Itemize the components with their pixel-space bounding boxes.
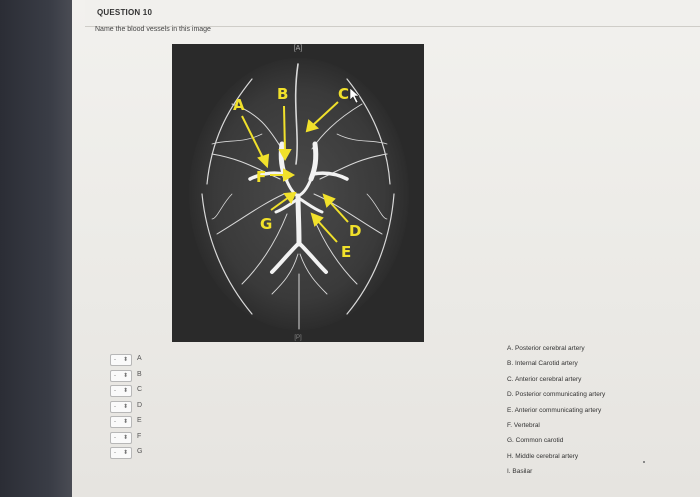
option-item: A. Posterior cerebral artery: [507, 345, 585, 352]
arrow-label-a: A: [233, 96, 245, 114]
option-item: D. Posterior communicating artery: [507, 391, 606, 399]
arrow-label-g: G: [260, 215, 273, 233]
question-header-bar: [85, 0, 700, 27]
answer-row: [110, 370, 170, 386]
answer-row: [110, 447, 170, 463]
arrow-label-c: C: [338, 85, 350, 103]
answer-letter: C: [137, 386, 143, 393]
stray-dot: [643, 461, 645, 463]
updown-arrows-icon: ⬍: [122, 357, 128, 363]
option-item: F. Vertebral: [507, 421, 540, 429]
arrow-label-f: F: [256, 168, 267, 186]
answer-select-c[interactable]: - ⬍: [110, 385, 132, 397]
answer-row: [110, 416, 170, 432]
option-item: G. Common carotid: [507, 437, 564, 445]
option-item: B. Internal Carotid artery: [507, 360, 578, 368]
option-item: C. Anterior cerebral artery: [507, 375, 582, 383]
answer-row: [110, 401, 170, 417]
brain-angiogram-image: [172, 44, 424, 342]
answer-select-g[interactable]: - ⬍: [110, 447, 132, 459]
question-title: QUESTION 10: [97, 8, 153, 17]
answer-options-list: [507, 345, 605, 484]
option-item: E. Anterior communicating artery: [507, 406, 602, 414]
angiogram-drawing: [172, 44, 424, 342]
arrow-label-d: D: [349, 222, 362, 240]
updown-arrows-icon: ⬍: [122, 388, 128, 394]
left-dark-edge: [0, 0, 72, 497]
answer-letter: D: [137, 401, 143, 409]
answer-row: [110, 385, 170, 401]
answer-select-e[interactable]: - ⬍: [110, 416, 132, 428]
answer-select-d[interactable]: - ⬍: [110, 401, 132, 413]
option-item: I. Basilar: [507, 468, 533, 476]
answer-row: [110, 432, 170, 448]
option-item: H. Middle cerebral artery: [507, 452, 579, 460]
updown-arrows-icon: ⬍: [122, 403, 128, 410]
updown-arrows-icon: ⬍: [122, 419, 128, 425]
arrow-label-e: E: [341, 243, 352, 261]
answer-select-b[interactable]: - ⬍: [110, 370, 132, 382]
question-prompt: Name the blood vessels in this image: [95, 26, 211, 33]
updown-arrows-icon: ⬍: [122, 434, 128, 441]
updown-arrows-icon: ⬍: [122, 372, 128, 379]
answer-letter: E: [137, 417, 142, 424]
answer-select-f[interactable]: - ⬍: [110, 432, 132, 444]
answer-select-a[interactable]: - ⬍: [110, 354, 132, 366]
answer-dropdown-list: [110, 354, 170, 463]
figure-anterior-label: [A]: [293, 45, 303, 52]
arrow-label-b: B: [277, 85, 289, 103]
figure-posterior-label: [P]: [294, 335, 302, 341]
answer-letter: F: [137, 432, 142, 440]
answer-letter: A: [137, 355, 142, 362]
answer-row: [110, 354, 170, 370]
answer-letter: B: [137, 370, 142, 378]
answer-letter: G: [137, 448, 143, 455]
arrow-b: [284, 106, 285, 152]
updown-arrows-icon: ⬍: [122, 450, 128, 456]
